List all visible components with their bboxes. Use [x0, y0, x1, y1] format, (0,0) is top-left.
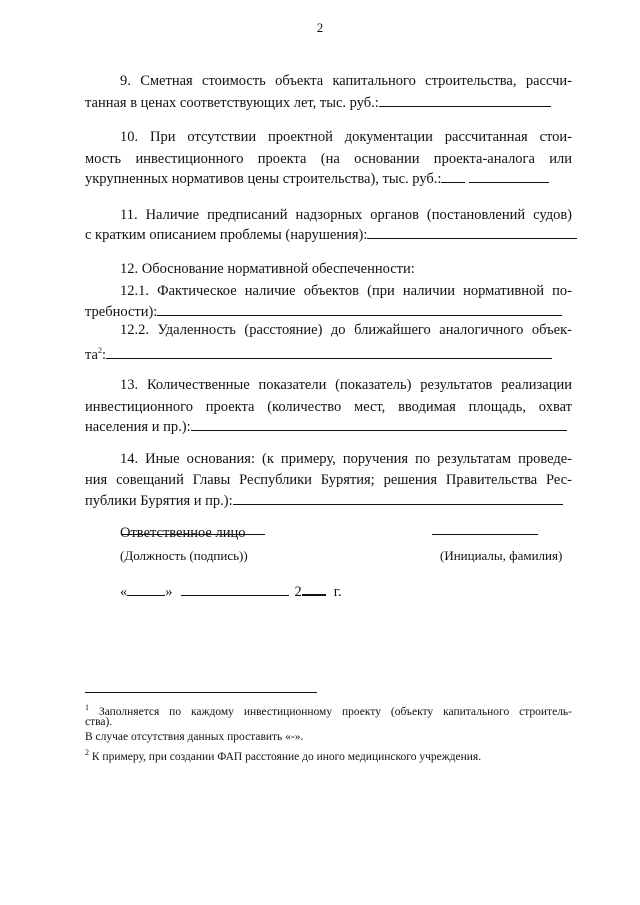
initials-caption: (Инициалы, фамилия) — [440, 548, 563, 563]
item-9-line-1: 9. Сметная стоимость объекта капитального строительства, рассчи- — [120, 73, 572, 89]
date-line: « » 2 г. — [120, 584, 342, 600]
item-14-line-3: публики Бурятия и пр.): — [85, 492, 572, 510]
item-9-line-2: танная в ценах соответствующих лет, тыс. руб.: — [85, 94, 572, 112]
position-caption: (Должность (подпись)) — [120, 548, 248, 563]
footnote-1-line-1: $^1$ Заполняется по каждому инвестиционному проекту (объекту капитального строитель- — [85, 703, 573, 718]
fill-blank — [367, 226, 577, 239]
item-12-line-1: 12. Обоснование нормативной обеспеченности: — [120, 261, 415, 277]
fill-blank — [191, 418, 567, 431]
fill-blank — [469, 170, 549, 183]
item-12-2-line-1: 12.2. Удаленность (расстояние) до ближайшего аналогичного объек- — [120, 322, 572, 338]
item-10-line-3: укрупненных нормативов цены строительства), тыс. руб.: — [85, 170, 572, 188]
item-11-line-1: 11. Наличие предписаний надзорных органов (постановлений судов) — [120, 207, 572, 223]
item-11-line-2: с кратким описанием проблемы (нарушения): — [85, 226, 572, 244]
footnote-1-line-2: ства). — [85, 716, 113, 728]
footnote-separator — [85, 692, 317, 693]
fill-blank — [233, 492, 563, 505]
fill-blank — [379, 94, 551, 107]
item-13-line-1: 13. Количественные показатели (показатель) результатов реализации — [120, 377, 572, 393]
position-signature-line — [122, 534, 265, 535]
footnote-1-line-3: В случае отсутствия данных проставить «-». — [85, 731, 304, 743]
footnote-2: $^2$ К примеру, при создании ФАП расстояние до иного медицинского учреждения. — [85, 748, 482, 763]
year-blank — [302, 582, 326, 596]
fill-blank — [157, 303, 562, 316]
fill-blank — [106, 346, 552, 359]
item-12-1-line-2: требности): — [85, 303, 572, 321]
month-blank — [181, 583, 289, 596]
footnote-ref-2: 2 — [97, 346, 102, 355]
item-13-line-3: населения и пр.): — [85, 418, 572, 436]
page-number: 2 — [316, 20, 324, 35]
item-10-line-2: мость инвестиционного проекта (на основании проекта-аналога или — [85, 151, 572, 167]
day-blank — [127, 583, 165, 596]
item-10-line-1: 10. При отсутствии проектной документации рассчитанная стои- — [120, 129, 572, 145]
item-13-line-2: инвестиционного проекта (количество мест, вводимая площадь, охват — [85, 399, 572, 415]
item-12-2-line-2: $та^2$: — [85, 342, 572, 364]
responsible-person-label: Ответственное лицо — [120, 525, 246, 541]
fill-blank — [441, 170, 465, 183]
initials-line — [432, 534, 538, 535]
item-14-line-2: ния совещаний Главы Республики Бурятия; решения Правительства Рес- — [85, 472, 572, 488]
item-12-1-line-1: 12.1. Фактическое наличие объектов (при наличии нормативной по- — [120, 283, 572, 299]
item-14-line-1: 14. Иные основания: (к примеру, поручения по результатам проведе- — [120, 451, 572, 467]
